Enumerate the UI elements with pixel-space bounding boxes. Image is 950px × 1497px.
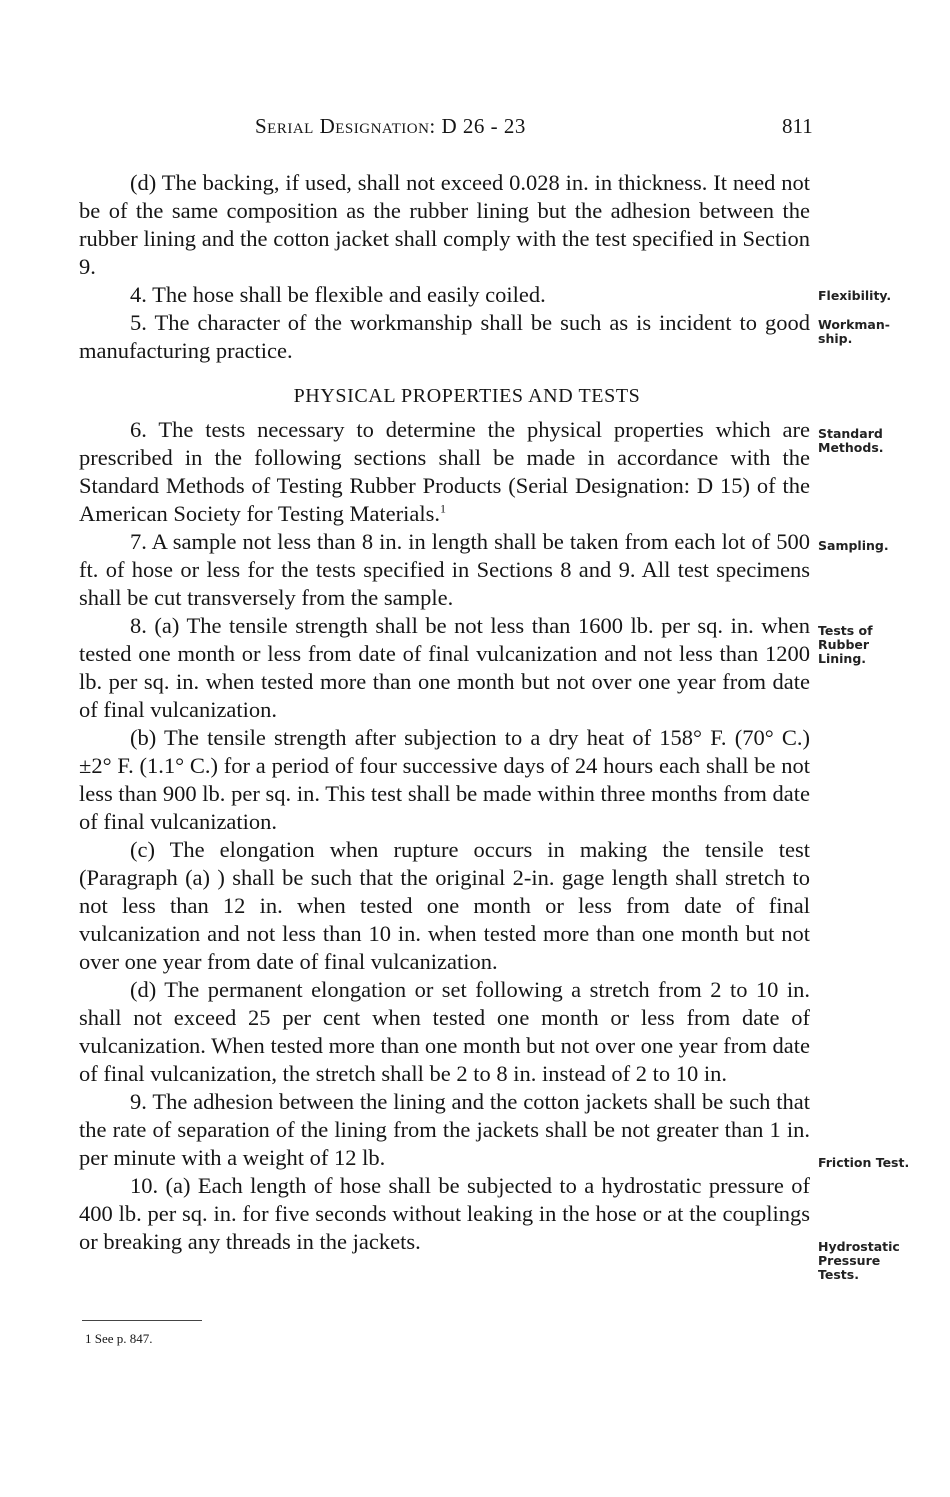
- paragraph-elongation-c: (c) The elongation when rupture occurs in making the tensile test (Paragraph (a) ) shall be such that the original 2-in. gage length shall stretch to not less than 12 in. when tested one month or less from date of final vulcanization and not less than 10 in. when tested more than one month but not over one year from date of final vulcanization.: [79, 837, 810, 974]
- paragraph-workmanship: 5. The character of the workmanship shall be such as is incident to good manufacturing practice.: [79, 310, 810, 363]
- running-head-designation: D 26 - 23: [441, 114, 526, 138]
- sidenote-workmanship: Workman-ship.: [818, 317, 890, 346]
- section-title: PHYSICAL PROPERTIES AND TESTS: [293, 385, 641, 407]
- paragraph-backing: (d) The backing, if used, shall not exceed 0.028 in. in thickness. It need not be of the same composition as the rubber lining but the adhesion between the rubber lining and the cotton jacket shall comply with the test specified in Section 9.: [79, 170, 810, 279]
- running-head: [255, 114, 526, 139]
- body-text: [79, 169, 810, 1256]
- sidenote-tests-rubber-lining: Tests of Rubber Lining.: [818, 623, 873, 666]
- sidenote-hydrostatic: Hydrostatic Pressure Tests.: [818, 1239, 900, 1282]
- paragraph-permanent-set-d: (d) The permanent elongation or set following a stretch from 2 to 10 in. shall not exceed 25 per cent when tested one month or less from date of vulcanization. When tested more than one month but not over one year from date of final vulcanization, the stretch shall be 2 to 8 in. instead of 2 to 10 in.: [79, 977, 810, 1086]
- paragraph-tensile-a: 8. (a) The tensile strength shall be not less than 1600 lb. per sq. in. when tested one month or less from date of final vulcanization and not less than 1200 lb. per sq. in. when tested more than one month but not over one year from date of final vulcanization.: [79, 613, 810, 722]
- paragraph-standard-methods-text: 6. The tests necessary to determine the physical properties which are prescribed in the following sections shall be made in accordance with the Standard Methods of Testing Rubber Products (Serial Designation: D 15) of the American Society for Testing Materials.: [79, 417, 810, 526]
- sidenote-flexibility: Flexibility.: [818, 288, 892, 303]
- sidenote-friction-test: Friction Test.: [818, 1155, 910, 1170]
- footnote-rule: [82, 1320, 202, 1321]
- paragraph-friction: 9. The adhesion between the lining and the cotton jackets shall be such that the rate of separation of the lining from the jackets shall be not greater than 1 in. per minute with a weight of 12 lb.: [79, 1089, 810, 1170]
- sidenote-standard-methods: Standard Methods.: [818, 426, 884, 455]
- footnote-marker: 1: [440, 501, 447, 516]
- paragraph-sampling: 7. A sample not less than 8 in. in length shall be taken from each lot of 500 ft. of hose or less for the tests specified in Sections 8 and 9. All test specimens shall be cut transversely from the sample.: [79, 529, 810, 610]
- paragraph-hydrostatic: 10. (a) Each length of hose shall be subjected to a hydrostatic pressure of 400 lb. per sq. in. for five seconds without leaking in the hose or at the couplings or breaking any threads in the jackets.: [79, 1173, 810, 1254]
- footnote: 1 See p. 847.: [85, 1331, 153, 1346]
- page-number: 811: [782, 114, 813, 138]
- running-head-title: Serial Designation:: [255, 114, 436, 138]
- paragraph-tensile-b: (b) The tensile strength after subjection to a dry heat of 158° F. (70° C.) ±2° F. (1.1° C.) for a period of four successive days of 24 hours each shall be not less than 900 lb. per sq. in. This test shall be made within three months from date of final vulcanization.: [79, 725, 810, 834]
- sidenote-sampling: Sampling.: [818, 538, 889, 553]
- paragraph-standard-methods: [79, 416, 810, 528]
- paragraph-flexibility: 4. The hose shall be flexible and easily coiled.: [130, 282, 546, 307]
